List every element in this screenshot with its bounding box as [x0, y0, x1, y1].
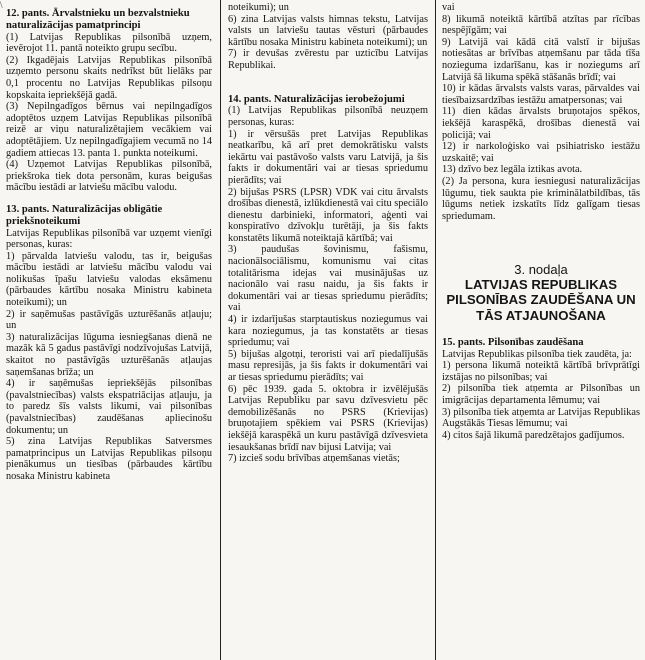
article-15-item-1: 1) persona likumā noteiktā kārtībā brīvprātīgi izstājas no pilsonības; vai [442, 360, 640, 383]
article-13-intro: Latvijas Republikas pilsonībā var uzņemt vienīgi personas, kuras: [6, 227, 212, 251]
article-14-item-6: 6) pēc 1939. gada 5. oktobra ir izvēlējušās Latvijas Republiku par savu dzīvesvietu pēc demobilizēšanās no PSRS (Krievijas) bruņotajiem spēkiem vai PSRS (Krievijas) iekšējā karaspēkā un kuru pastāvīgā dzīvesvieta iesaukšanas brīdī nav bijusi Latvija; vai [228, 383, 428, 453]
article-15-item-4: 4) citos šajā likumā paredzētajos gadījumos. [442, 429, 625, 441]
article-13-item-7: 7) ir devušas zvērestu par uzticību Latvijas Republikai. [228, 48, 428, 71]
article-13-item-5: 5) zina Latvijas Republikas Satversmes pamatprincipus un Latvijas Republikas pilsoņu pienākumus un tiesības (pārbaudes kārtību nosaka Ministru kabineta [6, 436, 212, 482]
article-15-item-2: 2) pilsonība tiek atņemta ar Pilsonības un imigrācijas departamenta lēmumu; vai [442, 383, 640, 407]
article-12-item-2: (2) Ikgadējais Latvijas Republikas pilsonībā uzņemto personu skaits nedrīkst būt lielāks par 0,1 procentu no Latvijas Republikas pilsoņu kopskaita iepriekšējā gadā. [6, 54, 212, 101]
article-12-item-1: (1) Latvijas Republikas pilsonībā uzņem, ievērojot 11. pantā noteikto grupu secību. [6, 31, 212, 55]
article-14-item-13: 13) dzīvo bez legāla iztikas avota. [442, 164, 583, 176]
article-12-item-3: (3) Nepilngadīgos bērnus vai nepilngadīgos adoptētos uzņem Latvijas Republikas pilsonībā reizē ar viņu naturalizētajiem vecākiem vai adoptētājiem. Uz nepilngadīgajiem vecumā no 14 gadiem attiecas 13. panta 1. punkta noteikumi. [6, 101, 212, 159]
article-15-item-3: 3) pilsonība tiek atņemta ar Latvijas Republikas Augstākās Tiesas lēmumu; vai [442, 406, 640, 430]
article-12-item-4: (4) Uzņemot Latvijas Republikas pilsonībā, priekšroka tiek dota personām, kuras beigušas mācību iestādi ar latviešu mācību valodu. [6, 159, 212, 194]
article-15-intro: Latvijas Republikas pilsonība tiek zaudēta, ja: [442, 348, 632, 360]
article-14-continuation: vai [442, 2, 455, 13]
article-13-item-4: 4) ir saņēmušas iepriekšējās pilsonības (pavalstniecības) valsts ekspatriācijas atļauju, ja to paredz šīs valsts likumi, vai pilsonības (pavalstniecības) zaudēšanas apliecinošu dokumentu; un [6, 378, 212, 436]
column-2 [228, 2, 428, 660]
article-13-item-3: 3) naturalizācijas lūguma iesniegšanas dienā ne mazāk kā 5 gadus pastāvīgi nodzīvojušas Latvijā, skaitot no pastāvīgās uzturēšanās atļaujas saņemšanas brīža; un [6, 331, 212, 378]
article-14-item-10: 10) ir kādas ārvalsts valsts varas, pārvaldes vai tiesībaizsardzības iestāžu amatpersonas; vai [442, 83, 640, 106]
column-divider [435, 0, 436, 660]
article-14-heading: 14. pants. Naturalizācijas ierobežojumi [228, 93, 405, 105]
chapter-number: 3. nodaļa [514, 262, 568, 278]
article-14-item-12: 12) ir narkoloģisko vai psihiatrisko iestāžu uzskaitē; vai [442, 141, 640, 164]
article-14-item-4: 4) ir izdarījušas starptautiskus noziegumus vai kara noziegumus, ja tas konstatēts ar tiesas spriedumu; vai [228, 314, 428, 349]
article-14-item-2: 2) bijušas PSRS (LPSR) VDK vai citu ārvalsts drošības dienestā, izlūkdienestā vai citu speciālo dienestu darbinieki, informatori, aģenti vai konspiratīvo dzīvokļu turētāji, ja šis fakts konstatēts likumā noteiktajā kārtībā; vai [228, 186, 428, 244]
column-divider [220, 0, 221, 660]
article-14-item-3: 3) paudušas šovinismu, fašismu, nacionālsociālismu, komunismu vai citas totalitārisma idejas vai musinājušas uz nacionālo vai rasu naidu, ja šis fakts ir dokumentāri vai ar tiesas spriedumu pierādīts; vai [228, 244, 428, 314]
article-12-heading: 12. pants. Ārvalstnieku un bezvalstnieku naturalizācijas pamatprincipi [6, 8, 190, 31]
article-13-item-2: 2) ir saņēmušas pastāvīgās uzturēšanās atļauju; un [6, 308, 212, 332]
article-14-item-9: 9) Latvijā vai kādā citā valstī ir bijušas notiesātas ar brīvības atņemšanu par tāda tīša nozieguma izdarīšanu, kas ir noziegums arī Latvijā šā likuma spēkā stāšanās brīdī; vai [442, 36, 640, 83]
article-14-item-5: 5) bijušas algotņi, teroristi vai arī piedalījušās masu represijās, ja šis fakts ir dokumentāri vai ar tiesas spriedumu pierādīts; vai [228, 348, 428, 384]
column-1 [6, 2, 212, 660]
article-14-intro: (1) Latvijas Republikas pilsonībā neuzņem personas, kuras: [228, 105, 428, 128]
article-13-item-1: 1) pārvalda latviešu valodu, tas ir, beigušas mācību iestādi ar latviešu mācību valodu vai nolikušas īpašu latviešu valodas eksāmenu (pārbaudes kārtību nosaka Ministru kabineta noteikumi); un [6, 250, 212, 309]
article-14-item-7: 7) izcieš sodu brīvības atņemšanas vietās; [228, 453, 400, 465]
corner-mark: \ [0, 0, 3, 10]
article-14-item-11: 11) dien kādas ārvalsts bruņotajos spēkos, iekšējā karaspēkā, drošības dienestā vai policijā; vai [442, 106, 640, 141]
article-15-heading: 15. pants. Pilsonības zaudēšana [442, 336, 584, 348]
article-13-heading: 13. pants. Naturalizācijas obligātie priekšnoteikumi [6, 203, 163, 227]
article-14-item-1: 1) ir vērsušās pret Latvijas Republikas neatkarību, kā arī pret demokrātisku valsts iekārtu vai pastāvošo valsts varu Latvijā, ja šis fakts ir dokumentāri vai ar tiesas spriedumu pierādīts; vai [228, 128, 428, 186]
article-13-continuation-1: noteikumi); un [228, 2, 289, 13]
article-14-paragraph-2: (2) Ja persona, kura iesniegusi naturalizācijas lūgumu, tiek saukta pie kriminālatbildības, tās lūgums netiek izskatīts līdz galīgam tiesas spriedumam. [442, 175, 640, 222]
article-13-item-6: 6) zina Latvijas valsts himnas tekstu, Latvijas valsts un latviešu tautas vēsturi (pārbaudes kārtību nosaka Ministru kabineta noteikumi); un [228, 13, 428, 48]
column-3 [442, 2, 640, 660]
article-14-item-8: 8) likumā noteiktā kārtībā atzītas par rīcības nespējīgām; vai [442, 13, 640, 37]
chapter-title: LATVIJAS REPUBLIKAS PILSONĪBAS ZAUDĒŠANA UN TĀS ATJAUNOŠANA [446, 277, 636, 323]
